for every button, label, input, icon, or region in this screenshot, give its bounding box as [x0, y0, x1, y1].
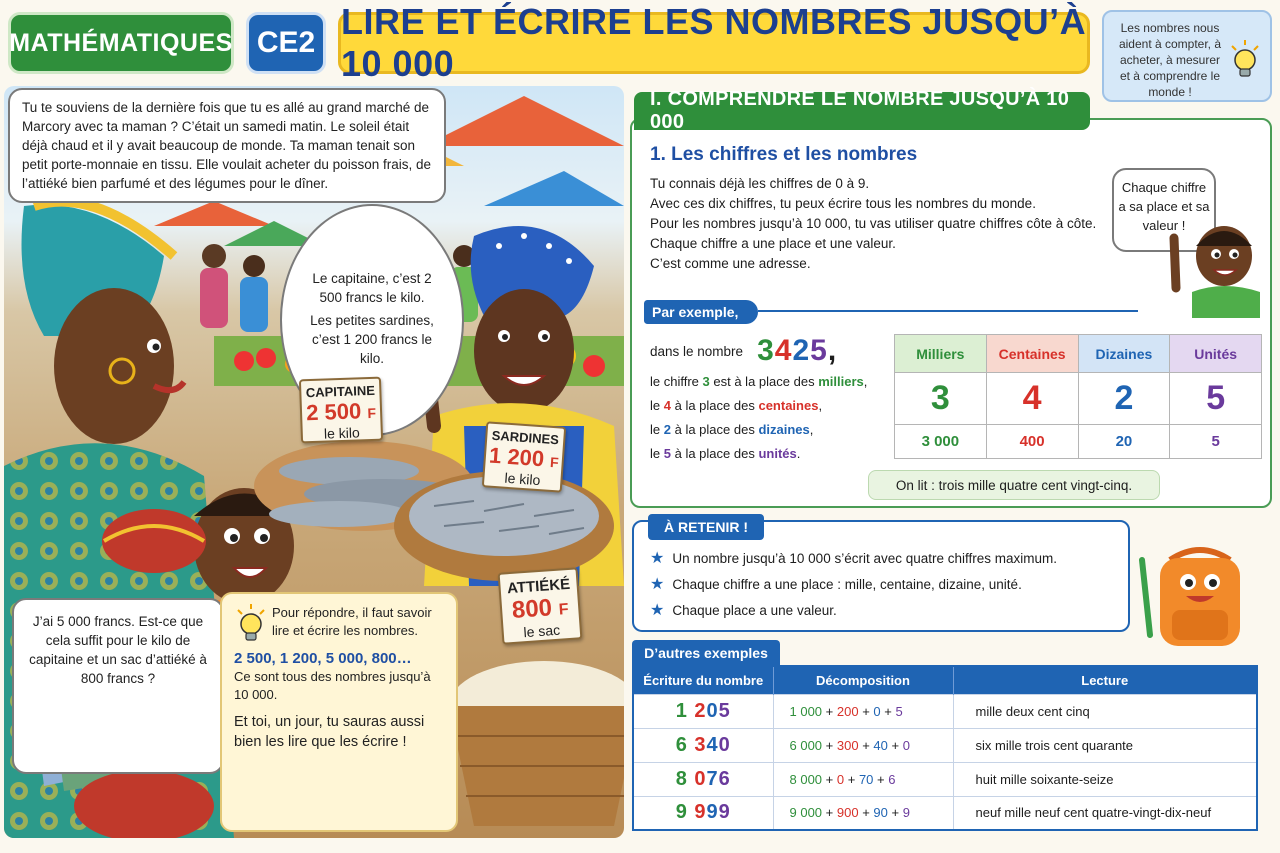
- part: 90: [873, 805, 888, 821]
- intro-line: C’est comme une adresse.: [650, 256, 811, 271]
- lightbulb-icon: [236, 604, 266, 644]
- boy-speech-bubble: Chaque chiffre a sa place et sa valeur !: [1112, 168, 1216, 252]
- sign-capitaine: [299, 377, 383, 444]
- rule-digit: 3: [702, 374, 710, 389]
- reading-cell: six mille trois cent quarante: [953, 728, 1257, 762]
- retenir-card: [632, 520, 1130, 632]
- sign-sardines-price: 1 200: [488, 442, 545, 472]
- number-cell: [633, 728, 773, 762]
- col-header-reading: Lecture: [953, 666, 1257, 694]
- retenir-text: Chaque place a une valeur.: [672, 603, 837, 618]
- rule-place: centaines: [758, 398, 819, 413]
- lesson-subtitle: 1. Les chiffres et les nombres: [650, 144, 918, 165]
- rule-place: dizaines: [758, 422, 810, 437]
- part: 0: [836, 771, 845, 787]
- list-item: [650, 572, 1057, 598]
- header-hundreds: Centaines: [986, 335, 1078, 373]
- rule-thousands: [650, 370, 867, 394]
- cell-digit: 5: [1170, 373, 1262, 425]
- sign-attieke-currency: F: [558, 601, 570, 619]
- example-label: Par exemple,: [644, 300, 758, 324]
- tip-text: Pour répondre, il faut savoir lire et écrire les nombres.: [272, 605, 432, 638]
- digit: 3: [694, 733, 707, 756]
- cell-value: 20: [1078, 425, 1170, 459]
- intro-line: Tu connais déjà les chiffres de 0 à 9.: [650, 176, 870, 191]
- cell-value: 400: [986, 425, 1078, 459]
- rule-text: le chiffre: [650, 374, 699, 389]
- part: 6: [888, 771, 896, 787]
- cell-value: 5: [1170, 425, 1262, 459]
- tip-numbers: 2 500, 1 200, 5 000, 800…: [234, 650, 412, 667]
- header-thousands: Milliers: [895, 335, 987, 373]
- intro-note-text: Les nombres nous aident à compter, à acheter, à mesurer et à comprendre le monde !: [1118, 21, 1222, 99]
- part: 8 000: [789, 771, 823, 787]
- number-cell: [633, 796, 773, 830]
- digit-tens: 2: [792, 334, 811, 367]
- cell-digit: 3: [895, 373, 987, 425]
- page-title: LIRE ET ÉCRIRE LES NOMBRES JUSQU’À 10 000: [338, 12, 1090, 74]
- table-row: [633, 694, 1257, 728]
- digit: 9: [675, 801, 688, 824]
- sign-attieke-unit: le sac: [522, 621, 561, 641]
- boy-pointing-illustration: [1162, 218, 1262, 318]
- number-cell: [633, 762, 773, 796]
- header-tens: Dizaines: [1078, 335, 1170, 373]
- kid-speech-bubble: J’ai 5 000 francs. Est-ce que cela suffit pour le kilo de capitaine et un sac d’attiéké à 800 francs ?: [12, 598, 224, 774]
- sign-capitaine-unit: le kilo: [323, 424, 360, 442]
- example-sentence: [650, 334, 837, 368]
- part: 300: [836, 737, 859, 753]
- part: 900: [836, 805, 859, 821]
- rule-text: à la place des: [674, 422, 755, 437]
- sign-attieke: [498, 567, 583, 644]
- retenir-text: Un nombre jusqu’à 10 000 s’écrit avec quatre chiffres maximum.: [672, 551, 1058, 566]
- rule-place: unités: [758, 446, 797, 461]
- col-header-decomposition: Décomposition: [773, 666, 953, 694]
- section-banner: I. COMPRENDRE LE NOMBRE JUSQU’À 10 000: [634, 92, 1090, 130]
- part: 70: [858, 771, 874, 787]
- digit-units: 5: [810, 334, 828, 367]
- merchant-line-sardines: Les petites sardines, c’est 1 200 francs le kilo.: [310, 312, 434, 366]
- sign-sardines-unit: le kilo: [504, 469, 541, 489]
- digit: 9: [706, 801, 719, 824]
- digit: 7: [706, 767, 719, 790]
- digit: 6: [718, 767, 731, 790]
- digit: 9: [718, 801, 731, 824]
- lightbulb-icon: [1230, 40, 1260, 80]
- sign-sardines-currency: F: [549, 453, 560, 471]
- others-label: D’autres exemples: [632, 640, 780, 666]
- retenir-list: [650, 546, 1057, 624]
- part: 9: [902, 805, 910, 821]
- intro-line: Chaque chiffre a une place et une valeur.: [650, 236, 896, 251]
- cell-digit: 4: [986, 373, 1078, 425]
- digit: 0: [694, 767, 707, 790]
- decomposition-cell: 8 000 + 0 + 70 + 6: [773, 762, 953, 796]
- rule-end: ,: [863, 374, 868, 389]
- number-reading: On lit : trois mille quatre cent vingt-cinq.: [868, 470, 1160, 500]
- rule-text: est à la place des: [713, 374, 815, 389]
- part: 1 000: [789, 703, 823, 719]
- table-row: [633, 796, 1257, 830]
- digit: 5: [718, 699, 731, 722]
- col-header-writing: Écriture du nombre: [633, 666, 773, 694]
- part: 200: [836, 703, 859, 719]
- reading-cell: neuf mille neuf cent quatre-vingt-dix-neuf: [953, 796, 1257, 830]
- rule-text: le: [650, 446, 661, 461]
- sign-capitaine-price: 2 500: [305, 398, 362, 426]
- tip-line: Ce sont tous des nombres jusqu’à 10 000.: [234, 669, 431, 702]
- market-illustration: [4, 86, 624, 838]
- rule-end: ,: [809, 422, 814, 437]
- sign-sardines-name: SARDINES: [491, 427, 560, 448]
- rule-units: [650, 442, 867, 466]
- rule-digit: 5: [663, 446, 671, 461]
- backpack-mascot-illustration: [1130, 540, 1270, 650]
- digit-thousands: 3: [757, 334, 775, 367]
- example-divider: [758, 310, 1138, 312]
- decomposition-cell: 6 000 + 300 + 40 + 0: [773, 728, 953, 762]
- rule-text: le: [650, 422, 661, 437]
- number-cell: [633, 694, 773, 728]
- rule-end: .: [796, 446, 801, 461]
- digit: 0: [718, 733, 731, 756]
- digit: 8: [675, 767, 688, 790]
- sign-attieke-price: 800: [511, 594, 553, 624]
- rule-end: ,: [818, 398, 823, 413]
- list-item: [650, 598, 1057, 624]
- level-tag: CE2: [246, 12, 326, 74]
- tip-conclusion: Et toi, un jour, tu sauras aussi bien les lire que les écrire !: [234, 714, 425, 750]
- star-icon: ★: [650, 602, 665, 619]
- reading-cell: mille deux cent cinq: [953, 694, 1257, 728]
- star-icon: ★: [650, 550, 665, 567]
- retenir-label: À RETENIR !: [648, 514, 764, 540]
- digit: 9: [694, 801, 707, 824]
- subject-tag: MATHÉMATIQUES: [8, 12, 234, 74]
- place-rules: [650, 370, 867, 466]
- intro-line: Avec ces dix chiffres, tu peux écrire tous les nombres du monde.: [650, 196, 1036, 211]
- digit: 4: [706, 733, 719, 756]
- example-number: [757, 334, 837, 368]
- rule-digit: 2: [663, 422, 671, 437]
- rule-text: à la place des: [674, 398, 755, 413]
- lesson-card: [630, 118, 1272, 508]
- part: 9 000: [789, 805, 823, 821]
- decomposition-cell: 1 000 + 200 + 0 + 5: [773, 694, 953, 728]
- cell-digit: 2: [1078, 373, 1170, 425]
- rule-place: milliers: [818, 374, 864, 389]
- header-units: Unités: [1170, 335, 1262, 373]
- lesson-intro: [650, 174, 1120, 274]
- story-bubble: Tu te souviens de la dernière fois que tu es allé au grand marché de Marcory avec ta maman ? C’était un samedi matin. Le soleil était déjà chaud et il y avait beaucoup de monde. Ta maman tenait son petit porte-monnaie en tissu. Elle voulait acheter du poisson frais, de l’attiéké bien parfumé et des légumes pour le dîner.: [8, 88, 446, 203]
- sign-capitaine-currency: F: [367, 404, 377, 422]
- rule-text: à la place des: [674, 446, 755, 461]
- table-row: [633, 762, 1257, 796]
- star-icon: ★: [650, 576, 665, 593]
- reading-cell: huit mille soixante-seize: [953, 762, 1257, 796]
- decomposition-cell: 9 000 + 900 + 90 + 9: [773, 796, 953, 830]
- list-item: [650, 546, 1057, 572]
- part: 5: [895, 703, 903, 719]
- rule-hundreds: [650, 394, 867, 418]
- part: 6 000: [789, 737, 823, 753]
- example-suffix: ,: [827, 334, 838, 367]
- digit: 1: [675, 699, 688, 722]
- example-prefix: dans le nombre: [650, 343, 744, 359]
- part: 0: [902, 737, 910, 753]
- rule-tens: [650, 418, 867, 442]
- table-row: [633, 728, 1257, 762]
- part: 40: [873, 737, 888, 753]
- sign-attieke-name: ATTIÉKÉ: [506, 575, 571, 598]
- digit-hundreds: 4: [774, 334, 793, 367]
- intro-note: [1102, 10, 1272, 102]
- part: 0: [873, 703, 881, 719]
- rule-digit: 4: [663, 398, 671, 413]
- digit: 2: [694, 699, 707, 722]
- place-value-table: [894, 334, 1262, 459]
- rule-text: le: [650, 398, 661, 413]
- sign-sardines: [482, 421, 566, 492]
- sign-capitaine-name: CAPITAINE: [305, 382, 376, 401]
- digit: 6: [675, 733, 688, 756]
- merchant-line-capitaine: Le capitaine, c’est 2 500 francs le kilo.: [312, 270, 432, 305]
- tip-box: [220, 592, 458, 832]
- cell-value: 3 000: [895, 425, 987, 459]
- digit: 0: [706, 699, 719, 722]
- examples-table: [632, 665, 1258, 831]
- retenir-text: Chaque chiffre a une place : mille, centaine, dizaine, unité.: [672, 577, 1022, 592]
- intro-line: Pour les nombres jusqu’à 10 000, tu vas utiliser quatre chiffres côte à côte.: [650, 216, 1097, 231]
